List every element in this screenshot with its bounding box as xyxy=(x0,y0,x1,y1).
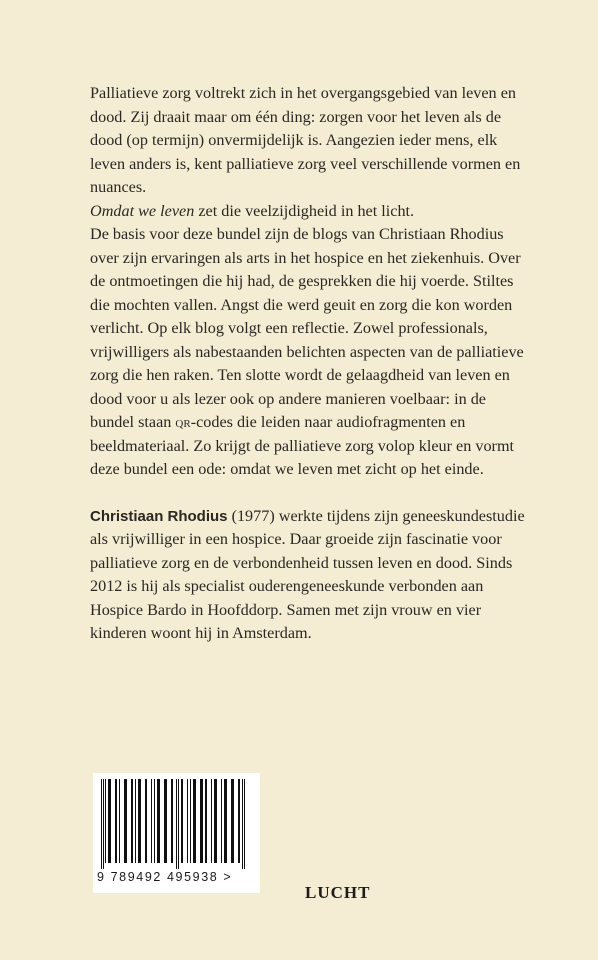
back-cover-blurb xyxy=(90,82,530,646)
blurb-text: De basis voor deze bundel zijn de blogs van Christiaan Rhodius over zijn ervaringen als arts in het hospice en het ziekenhuis. Over de ontmoetingen die hij had, de gesprekken die hij voerde. Stiltes die mochten vallen. Angst die werd geuit en zorg die kon worden verlicht. Op elk blog volgt een reflectie. Zowel professionals, vrijwilligers als nabestaanden belichten aspecten van de palliatieve zorg die hen raken. Ten slotte wordt de gelaagdheid van leven en dood voor u als lezer ook op andere manieren voelbaar: in de bundel staan xyxy=(90,225,524,431)
barcode-bar xyxy=(211,779,212,863)
barcode-bar xyxy=(190,779,191,863)
barcode-bar xyxy=(205,779,207,863)
barcode-bar xyxy=(105,779,106,863)
barcode-bar xyxy=(238,779,240,863)
barcode-bar xyxy=(181,779,183,863)
barcode-bar xyxy=(178,779,179,869)
barcode-bar xyxy=(214,779,217,863)
barcode-bar xyxy=(187,779,188,863)
barcode-bar xyxy=(115,779,117,863)
blurb-paragraph-1 xyxy=(90,82,530,223)
barcode-bar xyxy=(231,779,234,863)
author-bio-text: (1977) werkte tijdens zijn geneeskundestudie als vrijwilliger in een hospice. Daar groeide zijn fascinatie voor palliatieve zorg en de verbondenheid tussen leven en dood. Sinds 2012 is hij als specialist ouderengeneeskunde verbonden aan Hospice Bardo in Hoofddorp. Samen met zijn vrouw en vier kinderen woont hij in Amsterdam. xyxy=(90,506,525,642)
barcode-bar xyxy=(171,779,173,863)
barcode-bar xyxy=(124,779,127,863)
barcode-bar xyxy=(131,779,133,863)
barcode-bar xyxy=(157,779,160,863)
barcode-bar xyxy=(193,779,196,863)
blurb-text: Palliatieve zorg voltrekt zich in het overgangsgebied van leven en dood. Zij draait maar om één ding: zorgen voor het leven als de dood (op termijn) onvermijdelijk is. Aangezien ieder mens, elk leven anders is, kent palliatieve zorg veel verschillende vormen en nuances. xyxy=(90,84,521,196)
barcode-bar xyxy=(221,779,222,863)
book-title: Omdat we leven xyxy=(90,201,195,220)
isbn-barcode xyxy=(93,773,260,893)
barcode-bar xyxy=(176,779,177,869)
isbn-digits: 9 789492 495938 > xyxy=(97,870,233,884)
blurb-paragraph-2 xyxy=(90,223,530,482)
barcode-bar xyxy=(145,779,147,863)
barcode-bar xyxy=(108,779,111,863)
barcode-bar xyxy=(244,779,245,869)
barcode-bar xyxy=(135,779,136,863)
barcode-bar xyxy=(164,779,167,863)
barcode-bar xyxy=(154,779,155,863)
barcode-bars xyxy=(93,773,260,869)
barcode-bar xyxy=(242,779,243,869)
barcode-bar xyxy=(103,779,104,869)
paragraph-spacer xyxy=(90,482,530,505)
barcode-bar xyxy=(119,779,120,863)
barcode-bar xyxy=(101,779,102,869)
blurb-text: -codes die leiden naar audiofragmenten en beeldmateriaal. Zo krijgt de palliatieve zorg volop kleur en vormt deze bundel een ode: omdat we leven met zicht op het einde. xyxy=(90,413,515,478)
blurb-text: zet die veelzijdigheid in het licht. xyxy=(194,201,415,220)
author-bio xyxy=(90,505,530,646)
author-name: Christiaan Rhodius xyxy=(90,507,228,525)
barcode-bar xyxy=(151,779,152,863)
publisher-logo: LUCHT xyxy=(305,883,371,902)
barcode-bar xyxy=(224,779,227,863)
barcode-bar xyxy=(200,779,203,863)
barcode-bar xyxy=(138,779,141,863)
qr-acronym: qr xyxy=(175,413,191,431)
